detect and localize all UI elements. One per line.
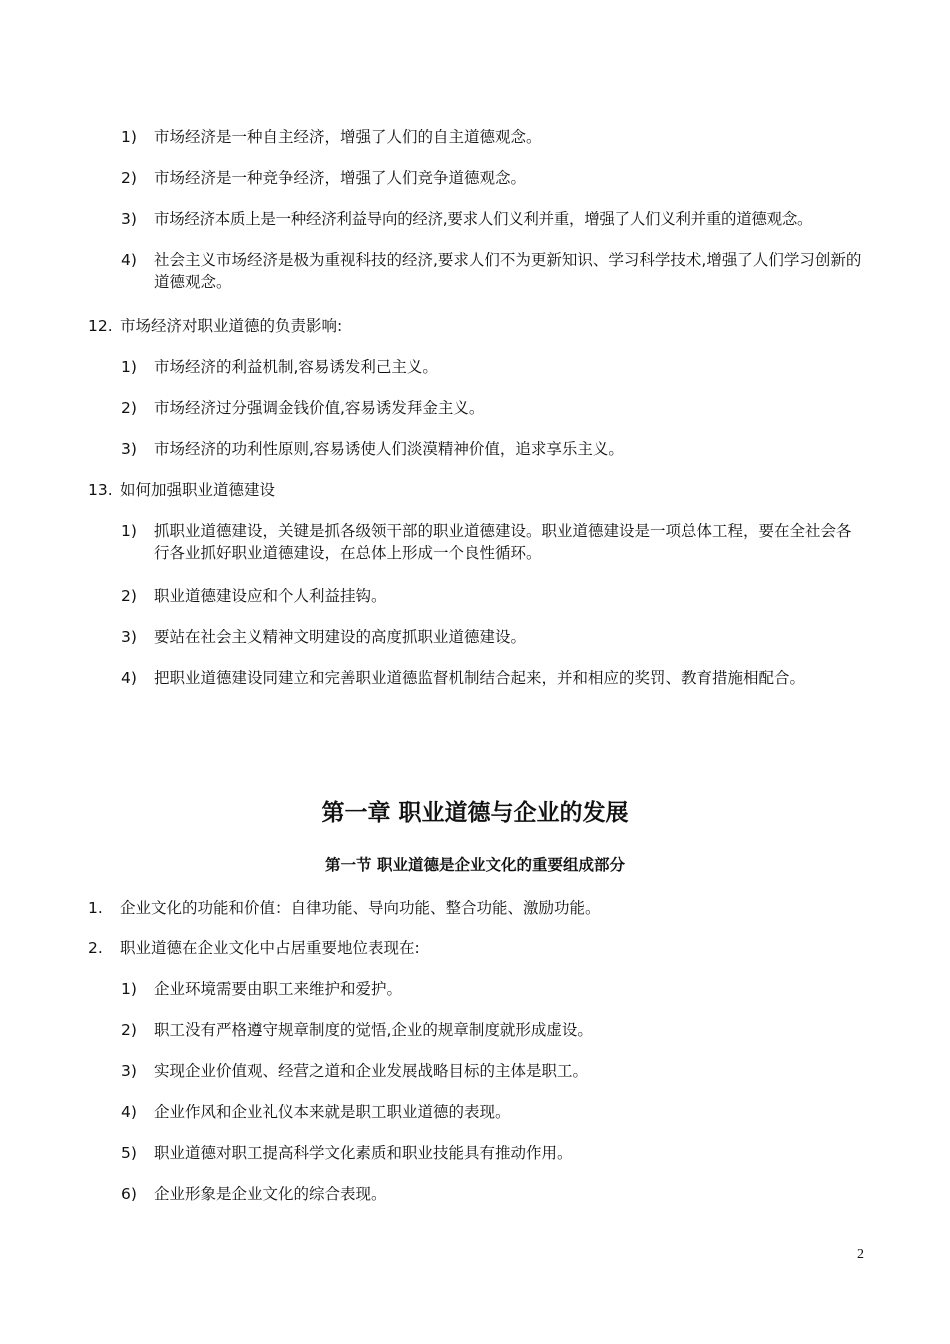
list-item-number: 1. [88, 899, 103, 917]
list-item-text: 职业道德建设应和个人利益挂钩。 [154, 587, 387, 605]
list-item-number: 5) [121, 1144, 137, 1162]
list-item-number: 3) [121, 628, 137, 646]
list-item-text: 企业环境需要由职工来维护和爱护。 [154, 980, 403, 998]
list-item-text: 职业道德在企业文化中占居重要地位表现在: [120, 939, 420, 957]
list-item [121, 438, 881, 460]
list-item-text: 市场经济过分强调金钱价值,容易诱发拜金主义。 [154, 399, 485, 417]
list-item-text: 抓职业道德建设，关键是抓各级领干部的职业道德建设。职业道德建设是一项总体工程，要在全社会各行各业抓好职业道德建设，在总体上形成一个良性循环。 [154, 522, 852, 562]
list-item [88, 897, 878, 919]
list-item-number: 1) [121, 128, 137, 146]
list-item-text: 企业文化的功能和价值：自律功能、导向功能、整合功能、激励功能。 [120, 899, 601, 917]
list-item [121, 167, 881, 189]
list-item-text: 职业道德对职工提高科学文化素质和职业技能具有推动作用。 [154, 1144, 573, 1162]
list-item [88, 315, 878, 337]
list-item-text: 市场经济的功利性原则,容易诱使人们淡漠精神价值，追求享乐主义。 [154, 440, 624, 458]
list-item-text: 市场经济本质上是一种经济利益导向的经济,要求人们义利并重，增强了人们义利并重的道德观念。 [154, 210, 813, 228]
list-item-number: 1) [121, 358, 137, 376]
list-item-number: 13. [88, 481, 113, 499]
list-item-number: 3) [121, 440, 137, 458]
list-item [121, 667, 881, 689]
chapter-title: 第一章 职业道德与企业的发展 [321, 800, 629, 826]
list-item [121, 1142, 881, 1164]
list-item [88, 937, 878, 959]
list-item [121, 626, 881, 648]
list-item-text: 企业作风和企业礼仪本来就是职工职业道德的表现。 [154, 1103, 511, 1121]
list-item-text: 把职业道德建设同建立和完善职业道德监督机制结合起来，并和相应的奖罚、教育措施相配合。 [154, 669, 806, 687]
list-item [121, 978, 881, 1000]
list-item-text: 社会主义市场经济是极为重视科技的经济,要求人们不为更新知识、学习科学技术,增强了人们学习创新的道德观念。 [154, 251, 862, 291]
list-item-text: 企业形象是企业文化的综合表现。 [154, 1185, 387, 1203]
list-item-number: 4) [121, 251, 137, 269]
list-item-text: 实现企业价值观、经营之道和企业发展战略目标的主体是职工。 [154, 1062, 589, 1080]
list-item [121, 126, 881, 148]
list-item [121, 1060, 881, 1082]
list-item [121, 249, 881, 293]
list-item-number: 4) [121, 1103, 137, 1121]
list-item-text: 市场经济对职业道德的负责影响: [120, 317, 343, 335]
list-item [121, 1019, 881, 1041]
list-item-number: 4) [121, 669, 137, 687]
list-item-number: 6) [121, 1185, 137, 1203]
list-item-number: 12. [88, 317, 113, 335]
list-item-text: 市场经济的利益机制,容易诱发利己主义。 [154, 358, 438, 376]
list-item [121, 520, 881, 564]
list-item-text: 要站在社会主义精神文明建设的高度抓职业道德建设。 [154, 628, 527, 646]
list-item-text: 市场经济是一种竞争经济，增强了人们竞争道德观念。 [154, 169, 527, 187]
list-item-text: 如何加强职业道德建设 [120, 481, 276, 499]
list-item [121, 1101, 881, 1123]
list-item-number: 1) [121, 522, 137, 540]
list-item-number: 3) [121, 1062, 137, 1080]
list-item [121, 1183, 881, 1205]
list-item [121, 397, 881, 419]
list-item-text: 市场经济是一种自主经济，增强了人们的自主道德观念。 [154, 128, 542, 146]
list-item-number: 2) [121, 399, 137, 417]
list-item-number: 3) [121, 210, 137, 228]
list-item [121, 356, 881, 378]
list-item-number: 2) [121, 1021, 137, 1039]
list-item [121, 585, 881, 607]
list-item-number: 1) [121, 980, 137, 998]
list-item-number: 2) [121, 587, 137, 605]
page-number: 2 [857, 1247, 864, 1262]
section-title: 第一节 职业道德是企业文化的重要组成部分 [325, 856, 625, 874]
list-item [88, 479, 878, 501]
list-item-number: 2) [121, 169, 137, 187]
list-item-text: 职工没有严格遵守规章制度的觉悟,企业的规章制度就形成虚设。 [154, 1021, 593, 1039]
list-item [121, 208, 881, 230]
list-item-number: 2. [88, 939, 103, 957]
